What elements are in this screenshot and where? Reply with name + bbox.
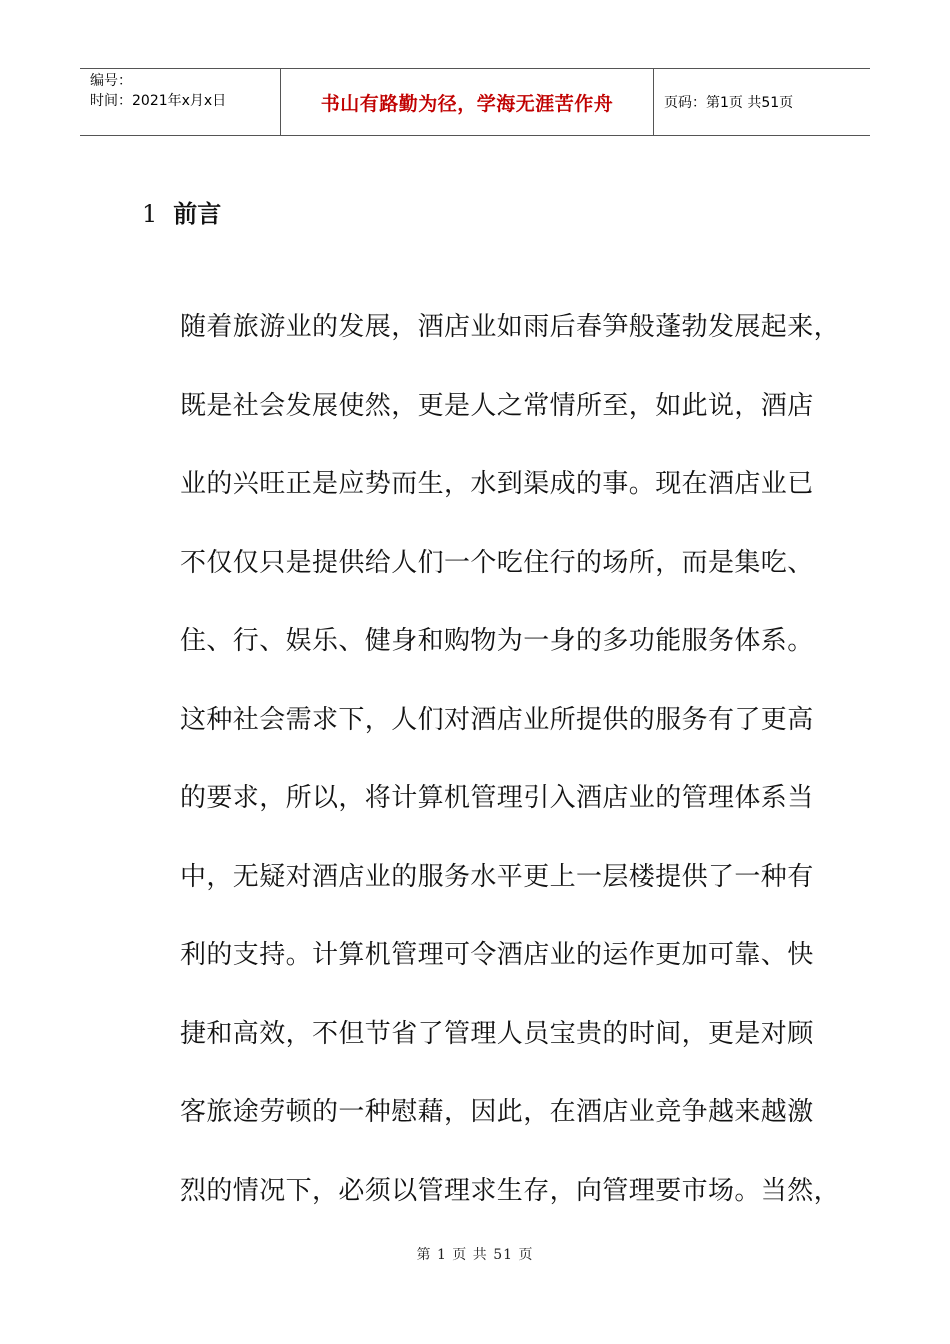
section-heading: [142, 196, 221, 232]
serial-number-label: 编号：: [90, 73, 132, 89]
body-line: 的要求，所以，将计算机管理引入酒店业的管理体系当: [180, 783, 814, 813]
body-line: 不仅仅只是提供给人们一个吃住行的场所，而是集吃、: [180, 547, 814, 578]
body-line: 客旅途劳顿的一种慰藉，因此，在酒店业竞争越来越激: [180, 1097, 814, 1127]
footer-page-number: 第 1 页 共 51 页: [416, 1247, 534, 1263]
body-line: 中，无疑对酒店业的服务水平更上一层楼提供了一种有: [180, 861, 814, 892]
header-page-cell: [654, 69, 870, 135]
motto-text: 书山有路勤为径，学海无涯苦作舟: [320, 92, 614, 115]
section-title: 前言: [173, 199, 222, 228]
body-paragraph: [180, 288, 841, 1230]
body-line: 既是社会发展使然，更是人之常情所至，如此说，酒店: [180, 390, 814, 421]
body-line: 捷和高效，不但节省了管理人员宝贵的时间，更是对顾: [180, 1018, 814, 1049]
section-number: 1: [142, 200, 158, 228]
header-table: [80, 68, 870, 136]
date-label: 时间：2021年x月x日: [90, 93, 227, 109]
body-line: 烈的情况下，必须以管理求生存，向管理要市场。当然，: [180, 1175, 841, 1206]
body-line: 随着旅游业的发展，酒店业如雨后春笋般蓬勃发展起来，: [180, 312, 841, 342]
header-meta-cell: [80, 69, 281, 135]
header-motto-cell: [281, 69, 654, 135]
body-line: 住、行、娱乐、健身和购物为一身的多功能服务体系。: [180, 626, 814, 656]
body-line: 业的兴旺正是应势而生，水到渠成的事。现在酒店业已: [180, 469, 814, 499]
page-footer: [0, 1244, 950, 1264]
header-page-info: 页码：第1页 共51页: [664, 95, 794, 111]
body-line: 这种社会需求下，人们对酒店业所提供的服务有了更高: [180, 704, 814, 735]
body-line: 利的支持。计算机管理可令酒店业的运作更加可靠、快: [180, 940, 814, 970]
